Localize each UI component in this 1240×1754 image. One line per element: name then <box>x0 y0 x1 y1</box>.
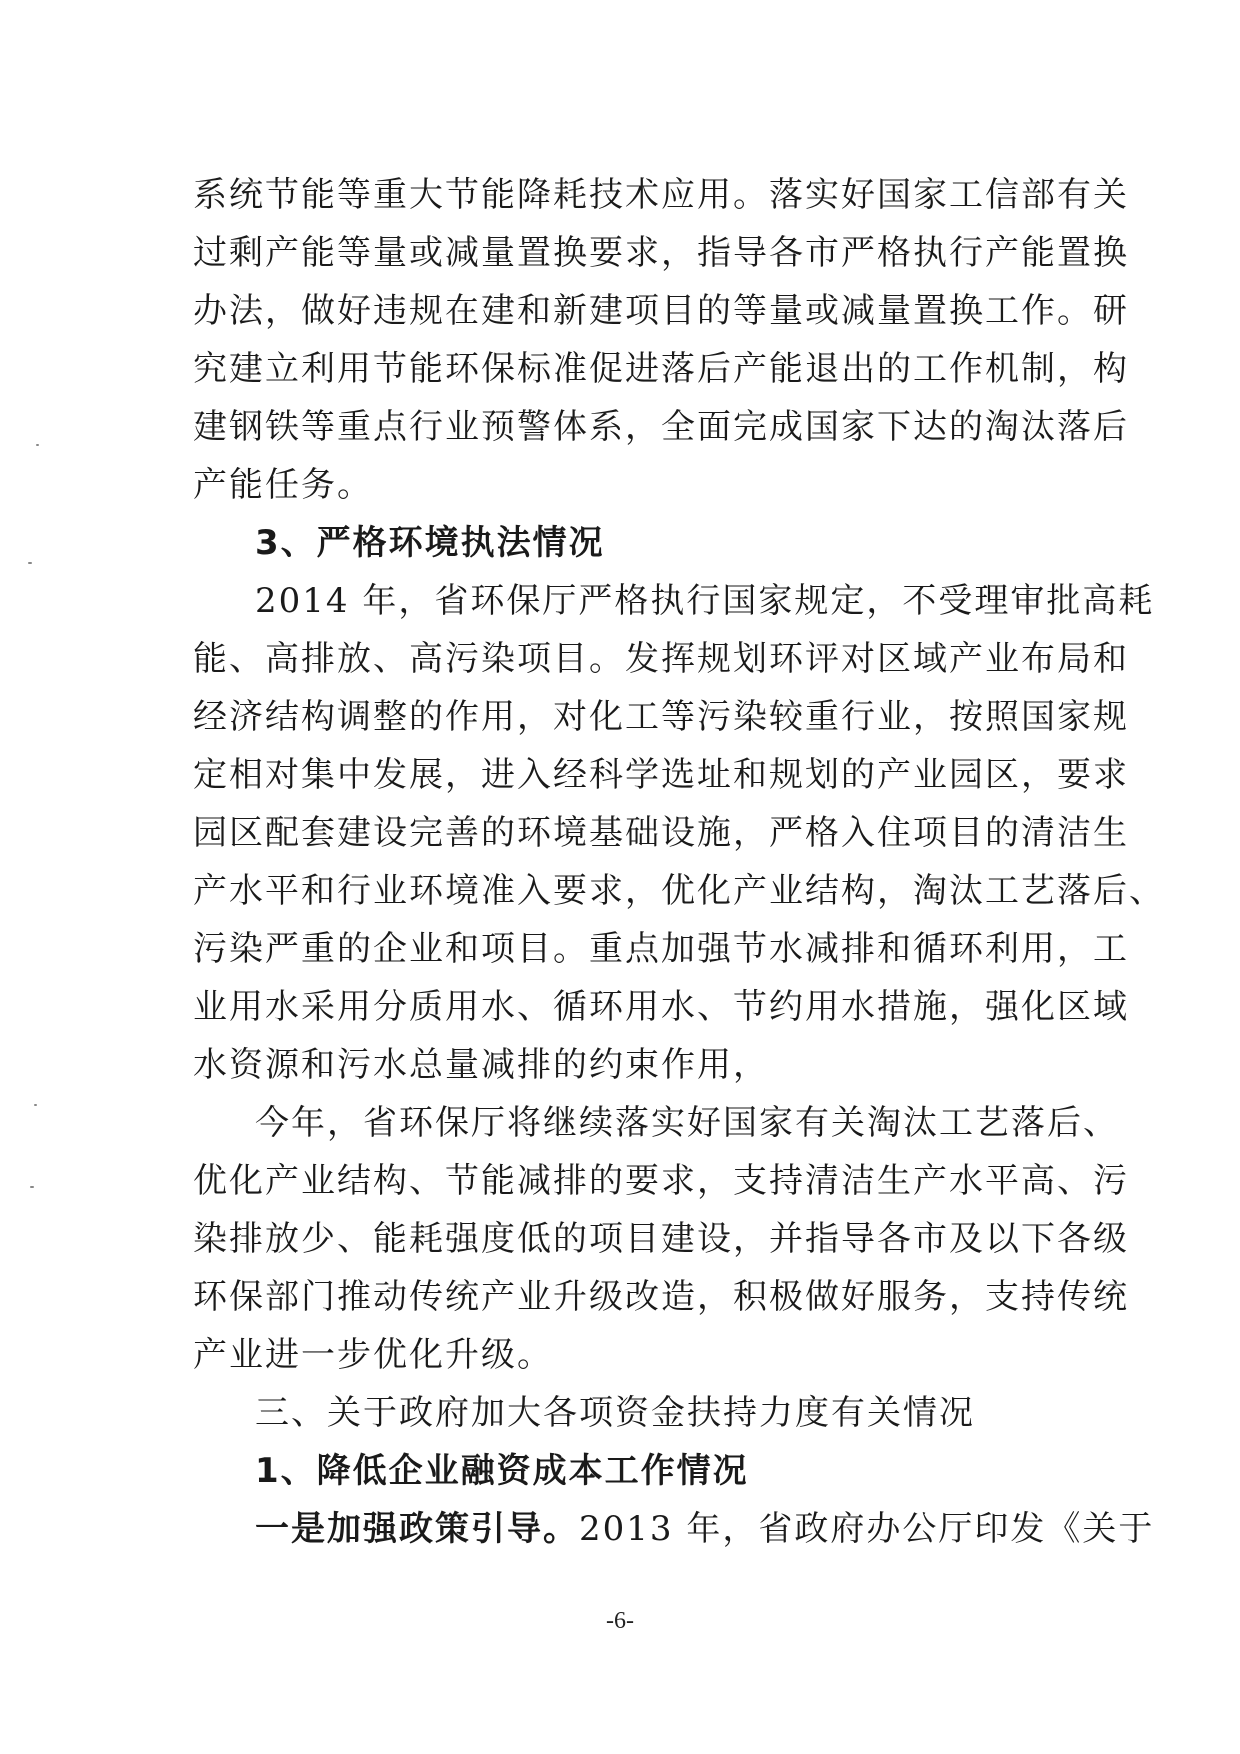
paragraph-line: 染排放少、能耗强度低的项目建设，并指导各市及以下各级 <box>193 1219 1129 1259</box>
body-text <box>193 166 1165 1558</box>
paragraph-line: 产水平和行业环境准入要求，优化产业结构，淘汰工艺落后、 <box>193 871 1165 911</box>
section-heading: 1、降低企业融资成本工作情况 <box>255 1451 749 1491</box>
paragraph-line: 系统节能等重大节能降耗技术应用。落实好国家工信部有关 <box>193 175 1129 215</box>
paragraph-line: 污染严重的企业和项目。重点加强节水减排和循环利用，工 <box>193 929 1129 969</box>
paragraph-text: 2013 年，省政府办公厅印发《关于 <box>579 1509 1155 1549</box>
page-number: -6- <box>606 1608 634 1634</box>
scan-speck <box>30 1186 34 1188</box>
paragraph-line: 产业进一步优化升级。 <box>193 1335 553 1375</box>
paragraph-line: 过剩产能等量或减量置换要求，指导各市严格执行产能置换 <box>193 233 1129 273</box>
paragraph-line: 定相对集中发展，进入经科学选址和规划的产业园区，要求 <box>193 755 1129 795</box>
scan-speck <box>28 562 32 564</box>
chapter-heading: 三、关于政府加大各项资金扶持力度有关情况 <box>255 1393 975 1433</box>
lead-phrase: 一是加强政策引导。 <box>255 1509 579 1549</box>
scan-speck <box>34 1104 37 1106</box>
paragraph-line <box>193 1500 1155 1558</box>
paragraph-line: 环保部门推动传统产业升级改造，积极做好服务，支持传统 <box>193 1277 1129 1317</box>
section-heading: 3、严格环境执法情况 <box>255 523 605 563</box>
paragraph-line: 办法，做好违规在建和新建项目的等量或减量置换工作。研 <box>193 291 1129 331</box>
paragraph-line: 今年，省环保厅将继续落实好国家有关淘汰工艺落后、 <box>255 1103 1119 1143</box>
paragraph-line: 园区配套建设完善的环境基础设施，严格入住项目的清洁生 <box>193 813 1129 853</box>
paragraph-line: 能、高排放、高污染项目。发挥规划环评对区域产业布局和 <box>193 639 1129 679</box>
paragraph-line: 究建立利用节能环保标准促进落后产能退出的工作机制，构 <box>193 349 1129 389</box>
paragraph-line: 产能任务。 <box>193 465 373 505</box>
paragraph-line: 优化产业结构、节能减排的要求，支持清洁生产水平高、污 <box>193 1161 1129 1201</box>
paragraph-line: 业用水采用分质用水、循环用水、节约用水措施，强化区域 <box>193 987 1129 1027</box>
paragraph-line: 建钢铁等重点行业预警体系，全面完成国家下达的淘汰落后 <box>193 407 1129 447</box>
paragraph-line: 经济结构调整的作用，对化工等污染较重行业，按照国家规 <box>193 697 1129 737</box>
paragraph-line: 2014 年，省环保厅严格执行国家规定，不受理审批高耗 <box>255 581 1155 621</box>
paragraph-line: 水资源和污水总量减排的约束作用， <box>193 1045 769 1085</box>
scan-speck <box>36 444 39 446</box>
